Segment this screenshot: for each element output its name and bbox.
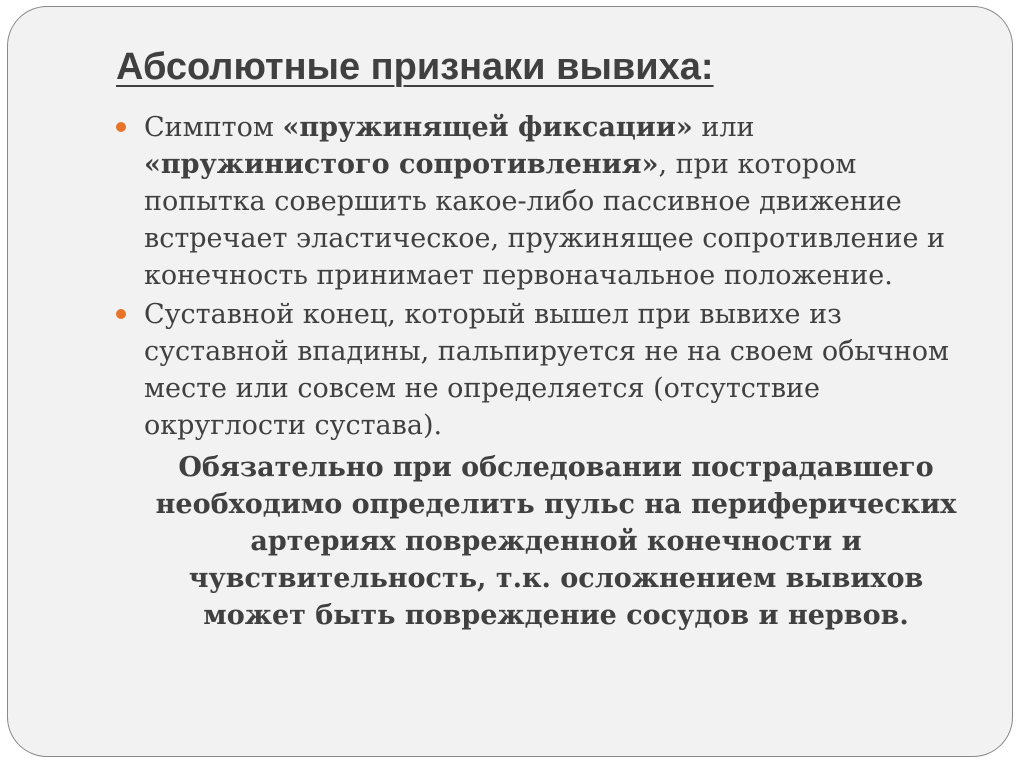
bullet-dot-icon bbox=[116, 122, 126, 132]
slide-content bbox=[116, 109, 976, 634]
bullet-item-joint-end bbox=[116, 296, 976, 444]
bullet-text-emphasis: «пружинящей фиксации» bbox=[282, 112, 693, 143]
bullet-text-part: или bbox=[692, 112, 755, 143]
important-note: Обязательно при обследовании пострадавшего необходимо определить пульс на периферических артериях поврежденной конечности и чувствительность, т.к. осложнением вывихов может быть повреждение сосудов и нервов. bbox=[155, 452, 957, 631]
bullet-text-part: Симптом bbox=[144, 112, 283, 143]
slide-title: Абсолютные признаки вывиха: bbox=[116, 46, 714, 88]
bullet-dot-icon bbox=[116, 309, 126, 319]
bullet-text bbox=[144, 109, 976, 294]
bullet-item-spring-fixation bbox=[116, 109, 976, 294]
bullet-list bbox=[116, 109, 976, 444]
bullet-text: Суставной конец, который вышел при вывихе из суставной впадины, пальпируется не на своем обычном месте или совсем не определяется (отсутствие округлости сустава). bbox=[144, 299, 949, 441]
bullet-text-part: , при котором попытка совершить какое-либо пассивное движение встречает эластическое, пружинящее сопротивление и конечность принимает первоначальное положение. bbox=[144, 149, 946, 291]
slide bbox=[7, 6, 1013, 757]
bullet-text-emphasis: «пружинистого сопротивления» bbox=[144, 149, 659, 180]
